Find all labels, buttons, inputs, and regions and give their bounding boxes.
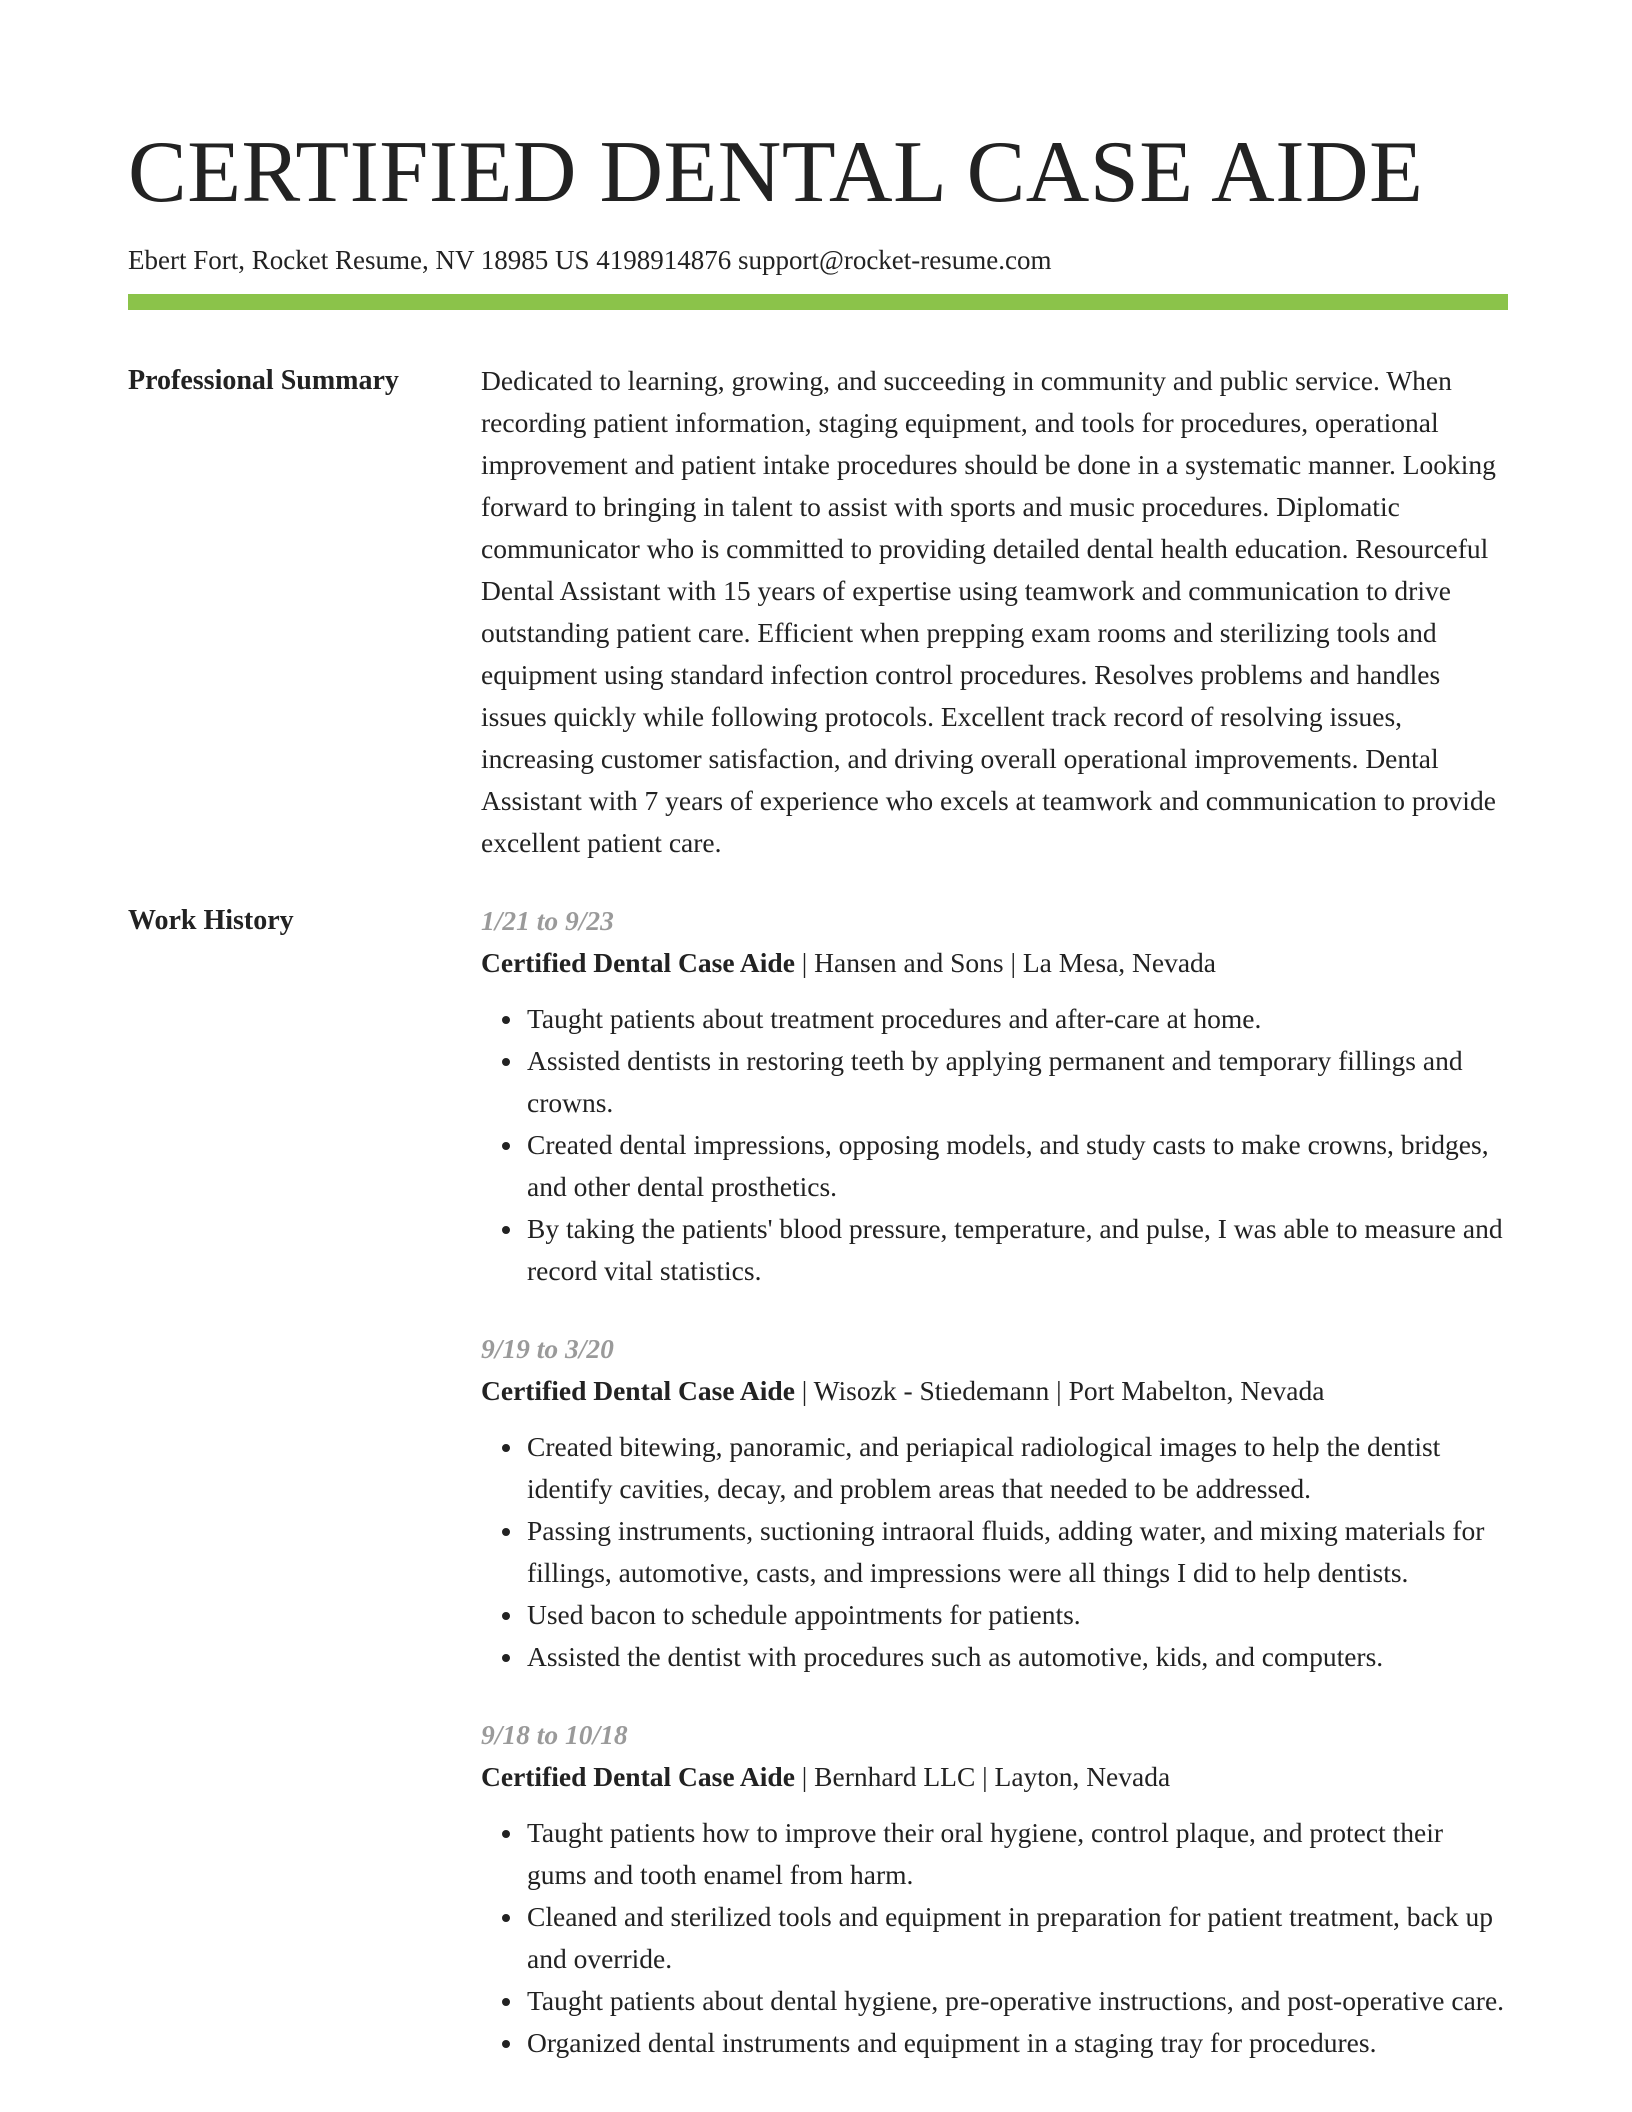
work-history-body — [481, 900, 1508, 2100]
job-employer-location: | Wisozk - Stiedemann | Port Mabelton, Nevada — [794, 1375, 1325, 1406]
job-line — [481, 1370, 1508, 1412]
resume-name-heading: CERTIFIED DENTAL CASE AIDE — [128, 124, 1424, 221]
job-bullet: • Taught patients about dental hygiene, pre-operative instructions, and post-operative care. — [525, 1980, 1508, 2022]
professional-summary-section — [128, 360, 1508, 864]
job-bullet: • Assisted the dentist with procedures such as automotive, kids, and computers. — [525, 1636, 1508, 1678]
job-bullet: • Cleaned and sterilized tools and equipment in preparation for patient treatment, back up and override. — [525, 1896, 1508, 1980]
job-employer-location: | Bernhard LLC | Layton, Nevada — [794, 1761, 1171, 1792]
job-bullet: • Created dental impressions, opposing models, and study casts to make crowns, bridges, and other dental prosthetics. — [525, 1124, 1508, 1208]
accent-divider — [128, 294, 1508, 310]
job-line — [481, 942, 1508, 984]
job-entry — [481, 1328, 1508, 1678]
work-history-section — [128, 900, 1508, 2100]
job-bullet: • Taught patients about treatment procedures and after-care at home. — [525, 998, 1508, 1040]
job-bullet-list — [481, 1812, 1508, 2064]
job-bullet: • Taught patients how to improve their oral hygiene, control plaque, and protect their gums and tooth enamel from harm. — [525, 1812, 1508, 1896]
job-employer-location: | Hansen and Sons | La Mesa, Nevada — [794, 947, 1217, 978]
job-bullet: • By taking the patients' blood pressure, temperature, and pulse, I was able to measure and record vital statistics. — [525, 1208, 1508, 1292]
job-bullet: • Organized dental instruments and equipment in a staging tray for procedures. — [525, 2022, 1508, 2064]
job-dates: 9/18 to 10/18 — [481, 1719, 628, 1750]
job-bullet: • Assisted dentists in restoring teeth by applying permanent and temporary fillings and crowns. — [525, 1040, 1508, 1124]
job-dates: 9/19 to 3/20 — [481, 1333, 614, 1364]
section-title-work-history: Work History — [128, 905, 294, 936]
summary-body — [481, 360, 1508, 864]
job-dates: 1/21 to 9/23 — [481, 905, 614, 936]
job-bullet-list — [481, 1426, 1508, 1678]
summary-text: Dedicated to learning, growing, and succeeding in community and public service. When recording patient information, staging equipment, and tools for procedures, operational improvement and patient intake procedures should be done in a systematic manner. Looking forward to bringing in talent to assist with sports and music procedures. Diplomatic communicator who is committed to providing detailed dental health education. Resourceful Dental Assistant with 15 years of expertise using teamwork and communication to drive outstanding patient care. Efficient when prepping exam rooms and sterilizing tools and equipment using standard infection control procedures. Resolves problems and handles issues quickly while following protocols. Excellent track record of resolving issues, increasing customer satisfaction, and driving overall operational improvements. Dental Assistant with 7 years of experience who excels at teamwork and communication to provide excellent patient care. — [481, 365, 1496, 858]
job-bullet: • Created bitewing, panoramic, and periapical radiological images to help the dentist identify cavities, decay, and problem areas that needed to be addressed. — [525, 1426, 1508, 1510]
job-entry — [481, 900, 1508, 1292]
job-entry — [481, 1714, 1508, 2064]
job-bullet: • Used bacon to schedule appointments for patients. — [525, 1594, 1508, 1636]
job-title: Certified Dental Case Aide — [481, 1761, 795, 1792]
job-title: Certified Dental Case Aide — [481, 1375, 795, 1406]
job-line — [481, 1756, 1508, 1798]
job-bullet: • Passing instruments, suctioning intraoral fluids, adding water, and mixing materials for fillings, automotive, casts, and impressions were all things I did to help dentists. — [525, 1510, 1508, 1594]
job-bullet-list — [481, 998, 1508, 1292]
job-title: Certified Dental Case Aide — [481, 947, 795, 978]
resume-page — [128, 0, 1508, 2100]
contact-line: Ebert Fort, Rocket Resume, NV 18985 US 4198914876 support@rocket-resume.com — [128, 245, 1052, 275]
section-title-professional-summary: Professional Summary — [128, 365, 399, 396]
